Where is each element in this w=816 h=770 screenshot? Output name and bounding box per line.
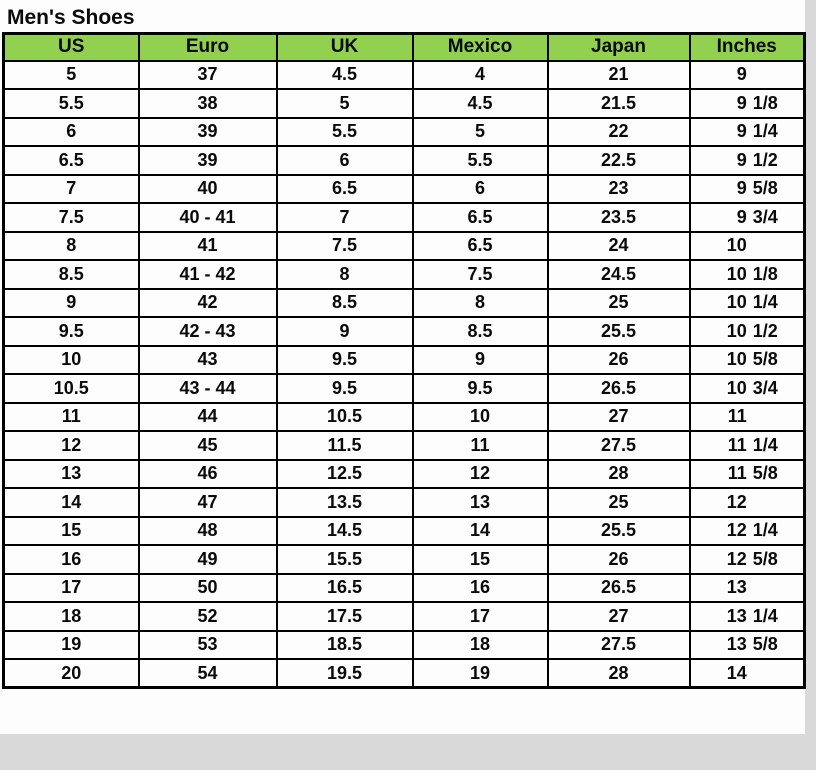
cell-uk: 6 xyxy=(277,146,413,175)
cell-uk: 14.5 xyxy=(277,517,413,546)
column-header-japan: Japan xyxy=(548,34,690,61)
cell-mexico: 16 xyxy=(413,574,548,603)
inches-whole-number: 14 xyxy=(726,662,747,683)
inches-whole-number: 12 xyxy=(726,491,747,512)
cell-euro: 39 xyxy=(139,118,277,147)
inches-whole-number: 10 xyxy=(726,263,747,284)
cell-inches xyxy=(690,317,805,346)
cell-mexico: 17 xyxy=(413,602,548,631)
cell-uk: 4.5 xyxy=(277,61,413,90)
cell-euro: 46 xyxy=(139,460,277,489)
cell-mexico: 9.5 xyxy=(413,374,548,403)
inches-whole-number: 10 xyxy=(726,320,747,341)
cell-mexico: 8 xyxy=(413,289,548,318)
table-row xyxy=(4,403,805,432)
cell-uk: 15.5 xyxy=(277,545,413,574)
table-row xyxy=(4,346,805,375)
cell-inches xyxy=(690,346,805,375)
column-header-mexico: Mexico xyxy=(413,34,548,61)
cell-us: 10.5 xyxy=(4,374,139,403)
cell-us: 19 xyxy=(4,631,139,660)
cell-japan: 21.5 xyxy=(548,89,690,118)
cell-euro: 54 xyxy=(139,659,277,688)
table-row xyxy=(4,260,805,289)
cell-us: 9.5 xyxy=(4,317,139,346)
inches-fraction: 5/8 xyxy=(752,634,778,655)
cell-uk: 11.5 xyxy=(277,431,413,460)
cell-mexico: 6 xyxy=(413,175,548,204)
column-header-uk: UK xyxy=(277,34,413,61)
inches-whole-number: 10 xyxy=(726,377,747,398)
cell-mexico: 5 xyxy=(413,118,548,147)
table-row xyxy=(4,431,805,460)
table-row xyxy=(4,89,805,118)
cell-mexico: 15 xyxy=(413,545,548,574)
cell-us: 6.5 xyxy=(4,146,139,175)
cell-mexico: 14 xyxy=(413,517,548,546)
inches-whole-number: 12 xyxy=(726,520,747,541)
inches-fraction: 1/4 xyxy=(752,121,778,142)
inches-whole-number: 10 xyxy=(726,292,747,313)
cell-us: 5 xyxy=(4,61,139,90)
cell-japan: 27 xyxy=(548,602,690,631)
cell-inches xyxy=(690,431,805,460)
cell-mexico: 4 xyxy=(413,61,548,90)
cell-mexico: 9 xyxy=(413,346,548,375)
inches-whole-number: 11 xyxy=(727,434,747,455)
cell-uk: 5.5 xyxy=(277,118,413,147)
cell-uk: 9 xyxy=(277,317,413,346)
inches-fraction: 1/4 xyxy=(752,434,778,455)
cell-mexico: 6.5 xyxy=(413,232,548,261)
cell-us: 14 xyxy=(4,488,139,517)
inches-fraction: 1/8 xyxy=(752,92,778,113)
cell-euro: 45 xyxy=(139,431,277,460)
table-body xyxy=(4,61,805,688)
inches-fraction: 1/4 xyxy=(752,520,778,541)
cell-inches xyxy=(690,260,805,289)
cell-mexico: 4.5 xyxy=(413,89,548,118)
inches-whole-number: 13 xyxy=(726,577,747,598)
cell-inches xyxy=(690,631,805,660)
inches-whole-number: 9 xyxy=(736,178,747,199)
cell-uk: 7 xyxy=(277,203,413,232)
inches-fraction: 1/4 xyxy=(752,292,778,313)
cell-japan: 26.5 xyxy=(548,374,690,403)
table-row xyxy=(4,203,805,232)
cell-uk: 9.5 xyxy=(277,374,413,403)
inches-fraction: 1/2 xyxy=(752,149,778,170)
inches-fraction: 1/2 xyxy=(752,320,778,341)
cell-japan: 25.5 xyxy=(548,317,690,346)
table-row xyxy=(4,460,805,489)
cell-us: 20 xyxy=(4,659,139,688)
cell-uk: 6.5 xyxy=(277,175,413,204)
cell-euro: 39 xyxy=(139,146,277,175)
cell-uk: 12.5 xyxy=(277,460,413,489)
table-row xyxy=(4,146,805,175)
cell-japan: 27 xyxy=(548,403,690,432)
cell-euro: 38 xyxy=(139,89,277,118)
cell-japan: 28 xyxy=(548,659,690,688)
cell-euro: 40 xyxy=(139,175,277,204)
cell-euro: 43 - 44 xyxy=(139,374,277,403)
cell-us: 9 xyxy=(4,289,139,318)
cell-inches xyxy=(690,374,805,403)
cell-inches xyxy=(690,403,805,432)
inches-whole-number: 13 xyxy=(726,605,747,626)
cell-mexico: 18 xyxy=(413,631,548,660)
cell-euro: 42 xyxy=(139,289,277,318)
inches-fraction: 1/4 xyxy=(752,605,778,626)
table-row xyxy=(4,232,805,261)
cell-euro: 37 xyxy=(139,61,277,90)
cell-euro: 42 - 43 xyxy=(139,317,277,346)
inches-whole-number: 9 xyxy=(736,121,747,142)
column-header-us: US xyxy=(4,34,139,61)
cell-mexico: 8.5 xyxy=(413,317,548,346)
table-row xyxy=(4,659,805,688)
cell-uk: 7.5 xyxy=(277,232,413,261)
cell-us: 5.5 xyxy=(4,89,139,118)
cell-inches xyxy=(690,659,805,688)
cell-euro: 48 xyxy=(139,517,277,546)
table-row xyxy=(4,289,805,318)
cell-japan: 27.5 xyxy=(548,431,690,460)
cell-japan: 24 xyxy=(548,232,690,261)
cell-japan: 26 xyxy=(548,545,690,574)
table-row xyxy=(4,574,805,603)
cell-euro: 49 xyxy=(139,545,277,574)
cell-uk: 10.5 xyxy=(277,403,413,432)
cell-uk: 19.5 xyxy=(277,659,413,688)
cell-us: 15 xyxy=(4,517,139,546)
inches-whole-number: 9 xyxy=(736,92,747,113)
cell-inches xyxy=(690,545,805,574)
cell-us: 6 xyxy=(4,118,139,147)
cell-inches xyxy=(690,61,805,90)
cell-uk: 8.5 xyxy=(277,289,413,318)
cell-mexico: 11 xyxy=(413,431,548,460)
cell-mexico: 7.5 xyxy=(413,260,548,289)
cell-inches xyxy=(690,89,805,118)
cell-us: 13 xyxy=(4,460,139,489)
table-row xyxy=(4,488,805,517)
inches-whole-number: 9 xyxy=(736,64,747,85)
cell-japan: 26.5 xyxy=(548,574,690,603)
cell-euro: 41 - 42 xyxy=(139,260,277,289)
cell-japan: 21 xyxy=(548,61,690,90)
cell-inches xyxy=(690,602,805,631)
table-row xyxy=(4,517,805,546)
cell-euro: 53 xyxy=(139,631,277,660)
cell-inches xyxy=(690,175,805,204)
table-row xyxy=(4,545,805,574)
cell-japan: 25.5 xyxy=(548,517,690,546)
cell-uk: 16.5 xyxy=(277,574,413,603)
cell-japan: 23 xyxy=(548,175,690,204)
inches-whole-number: 9 xyxy=(736,149,747,170)
shoe-size-conversion-table xyxy=(2,32,806,689)
table-header-row xyxy=(4,34,805,61)
cell-us: 8.5 xyxy=(4,260,139,289)
inches-fraction: 1/8 xyxy=(752,263,778,284)
cell-uk: 8 xyxy=(277,260,413,289)
cell-euro: 40 - 41 xyxy=(139,203,277,232)
cell-us: 16 xyxy=(4,545,139,574)
cell-uk: 17.5 xyxy=(277,602,413,631)
cell-japan: 26 xyxy=(548,346,690,375)
inches-fraction: 5/8 xyxy=(752,349,778,370)
cell-inches xyxy=(690,232,805,261)
cell-japan: 25 xyxy=(548,289,690,318)
cell-japan: 28 xyxy=(548,460,690,489)
cell-inches xyxy=(690,460,805,489)
cell-mexico: 5.5 xyxy=(413,146,548,175)
cell-euro: 50 xyxy=(139,574,277,603)
cell-japan: 23.5 xyxy=(548,203,690,232)
column-header-inches: Inches xyxy=(690,34,805,61)
cell-japan: 22.5 xyxy=(548,146,690,175)
cell-inches xyxy=(690,289,805,318)
table-row xyxy=(4,175,805,204)
cell-us: 8 xyxy=(4,232,139,261)
cell-mexico: 19 xyxy=(413,659,548,688)
cell-inches xyxy=(690,517,805,546)
cell-japan: 25 xyxy=(548,488,690,517)
cell-euro: 41 xyxy=(139,232,277,261)
cell-inches xyxy=(690,574,805,603)
table-row xyxy=(4,631,805,660)
cell-euro: 52 xyxy=(139,602,277,631)
cell-mexico: 6.5 xyxy=(413,203,548,232)
cell-uk: 13.5 xyxy=(277,488,413,517)
cell-us: 7 xyxy=(4,175,139,204)
column-header-euro: Euro xyxy=(139,34,277,61)
cell-japan: 22 xyxy=(548,118,690,147)
inches-fraction: 5/8 xyxy=(752,548,778,569)
table-row xyxy=(4,61,805,90)
page-title: Men's Shoes xyxy=(7,6,135,29)
table-row xyxy=(4,602,805,631)
table-row xyxy=(4,118,805,147)
cell-uk: 18.5 xyxy=(277,631,413,660)
inches-whole-number: 10 xyxy=(726,235,747,256)
inches-whole-number: 10 xyxy=(726,349,747,370)
inches-whole-number: 13 xyxy=(726,634,747,655)
inches-whole-number: 9 xyxy=(736,206,747,227)
cell-mexico: 13 xyxy=(413,488,548,517)
inches-fraction: 5/8 xyxy=(752,178,778,199)
inches-whole-number: 12 xyxy=(726,548,747,569)
inches-whole-number: 11 xyxy=(727,406,747,427)
cell-us: 17 xyxy=(4,574,139,603)
inches-fraction: 5/8 xyxy=(752,463,778,484)
cell-us: 10 xyxy=(4,346,139,375)
inches-fraction: 3/4 xyxy=(752,377,778,398)
cell-euro: 47 xyxy=(139,488,277,517)
cell-euro: 43 xyxy=(139,346,277,375)
cell-inches xyxy=(690,203,805,232)
cell-euro: 44 xyxy=(139,403,277,432)
cell-uk: 5 xyxy=(277,89,413,118)
cell-uk: 9.5 xyxy=(277,346,413,375)
cell-japan: 27.5 xyxy=(548,631,690,660)
cell-us: 11 xyxy=(4,403,139,432)
table-row xyxy=(4,374,805,403)
cell-inches xyxy=(690,146,805,175)
cell-us: 12 xyxy=(4,431,139,460)
cell-inches xyxy=(690,488,805,517)
inches-fraction: 3/4 xyxy=(752,206,778,227)
table-header xyxy=(4,34,805,61)
table-row xyxy=(4,317,805,346)
cell-mexico: 12 xyxy=(413,460,548,489)
cell-us: 18 xyxy=(4,602,139,631)
cell-japan: 24.5 xyxy=(548,260,690,289)
cell-inches xyxy=(690,118,805,147)
cell-us: 7.5 xyxy=(4,203,139,232)
inches-whole-number: 11 xyxy=(727,463,747,484)
cell-mexico: 10 xyxy=(413,403,548,432)
